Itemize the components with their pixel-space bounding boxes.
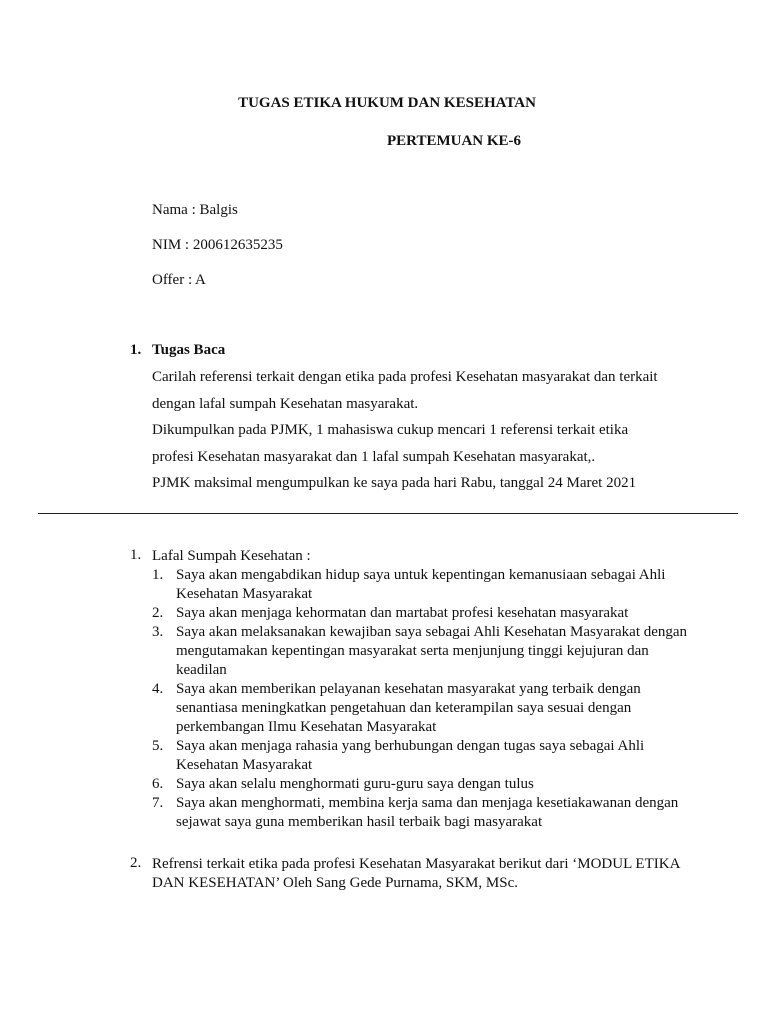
oath-item <box>152 566 692 604</box>
oath-item-number: 1. <box>152 567 164 583</box>
oath-item <box>152 623 692 680</box>
answer2-number: 2. <box>130 855 142 871</box>
oath-item-text: Saya akan menjaga kehormatan dan martabat profesi kesehatan masyarakat <box>176 605 629 621</box>
section1-line: profesi Kesehatan masyarakat dan 1 lafal sumpah Kesehatan masyarakat,. <box>152 449 596 465</box>
section1-line: Dikumpulkan pada PJMK, 1 mahasiswa cukup mencari 1 referensi terkait etika <box>152 422 629 438</box>
oath-item-number: 2. <box>152 605 164 621</box>
oath-item-text: Saya akan menghormati, membina kerja sama dan menjaga kesetiakawanan dengan sejawat saya guna memberikan hasil terbaik bagi masyarakat <box>176 795 679 830</box>
oath-item <box>152 604 692 623</box>
document-title: TUGAS ETIKA HUKUM DAN KESEHATAN <box>238 95 536 111</box>
student-nim: NIM : 200612635235 <box>152 237 283 253</box>
oath-item-text: Saya akan mengabdikan hidup saya untuk kepentingan kemanusiaan sebagai Ahli Kesehatan Masyarakat <box>176 567 666 602</box>
oath-item-text: Saya akan selalu menghormati guru-guru saya dengan tulus <box>176 776 534 792</box>
answer1-number: 1. <box>130 547 142 563</box>
horizontal-divider <box>38 513 738 514</box>
oath-item-number: 5. <box>152 738 164 754</box>
section1-line: PJMK maksimal mengumpulkan ke saya pada hari Rabu, tanggal 24 Maret 2021 <box>152 475 637 491</box>
oath-item-number: 3. <box>152 624 164 640</box>
student-name: Nama : Balgis <box>152 202 238 218</box>
section1-line: dengan lafal sumpah Kesehatan masyarakat. <box>152 396 419 412</box>
oath-item-number: 4. <box>152 681 164 697</box>
section1-number: 1. <box>130 342 142 358</box>
answer2-text: Refrensi terkait etika pada profesi Kesehatan Masyarakat berikut dari ‘MODUL ETIKA DAN KESEHATAN’ Oleh Sang Gede Purnama, SKM, MSc. <box>152 856 680 891</box>
document-subtitle: PERTEMUAN KE-6 <box>386 133 522 149</box>
oath-item-text: Saya akan melaksanakan kewajiban saya sebagai Ahli Kesehatan Masyarakat dengan mengutamakan kepentingan masyarakat serta menjunjung tinggi kejujuran dan keadilan <box>176 624 688 678</box>
oath-item-number: 6. <box>152 776 164 792</box>
oath-item-text: Saya akan memberikan pelayanan kesehatan masyarakat yang terbaik dengan senantiasa meningkatkan pengetahuan dan keterampilan saya sesuai dengan perkembangan Ilmu Kesehatan Masyarakat <box>176 681 641 735</box>
oath-item <box>152 794 692 832</box>
student-offer: Offer : A <box>152 272 206 288</box>
oath-item-number: 7. <box>152 795 164 811</box>
oath-item-text: Saya akan menjaga rahasia yang berhubungan dengan tugas saya sebagai Ahli Kesehatan Masyarakat <box>176 738 645 773</box>
oath-item <box>152 680 692 737</box>
section1-line: Carilah referensi terkait dengan etika pada profesi Kesehatan masyarakat dan terkait <box>152 369 658 385</box>
oath-list <box>152 566 692 832</box>
answer1-heading: Lafal Sumpah Kesehatan : <box>152 548 311 564</box>
oath-item <box>152 737 692 775</box>
section1-heading: Tugas Baca <box>152 342 226 358</box>
oath-item <box>152 775 692 794</box>
